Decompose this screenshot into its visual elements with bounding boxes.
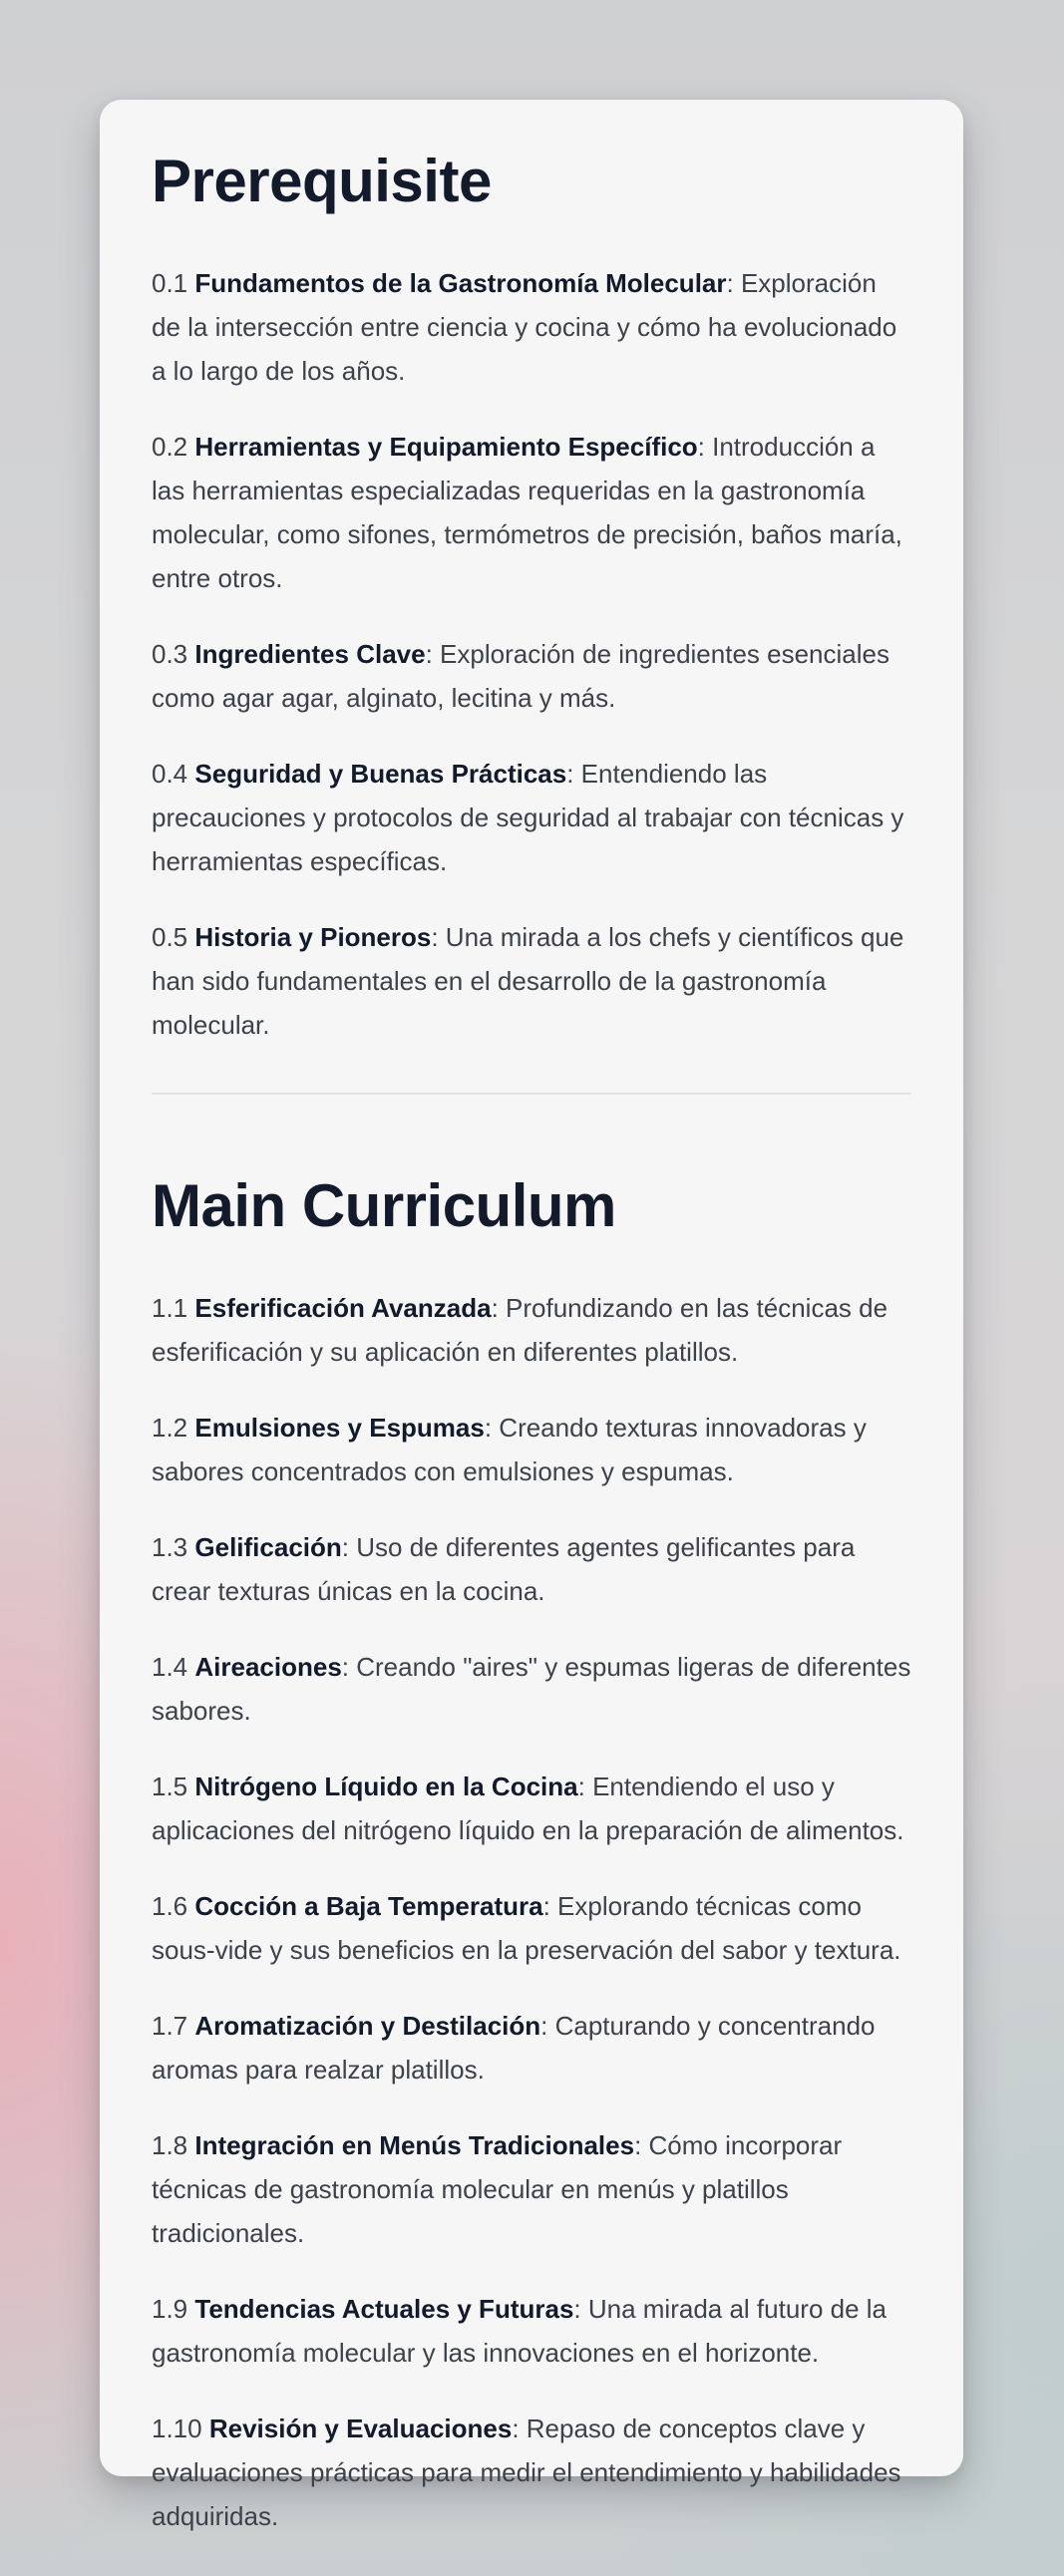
list-item xyxy=(152,1406,911,1493)
item-name: Aromatización y Destilación xyxy=(194,2011,541,2041)
item-name: Historia y Pioneros xyxy=(194,922,432,952)
item-description: : Cómo incorporar técnicas de gastronomía molecular en menús y platillos tradicionales. xyxy=(152,2130,843,2248)
item-name: Emulsiones y Espumas xyxy=(194,1413,485,1443)
prerequisite-list xyxy=(152,261,911,1047)
list-item xyxy=(152,1286,911,1374)
section-title-main-curriculum: Main Curriculum xyxy=(152,1172,616,1239)
item-description: : Entendiendo las precauciones y protocolos de seguridad al trabajar con técnicas y herramientas específicas. xyxy=(152,759,904,876)
list-item xyxy=(152,2123,911,2255)
item-number: 0.4 xyxy=(152,759,188,789)
item-number: 1.10 xyxy=(152,2414,202,2443)
list-item xyxy=(152,261,911,393)
item-description: : Una mirada a los chefs y científicos que han sido fundamentales en el desarrollo de la gastronomía molecular. xyxy=(152,922,904,1040)
item-description: : Profundizando en las técnicas de esferificación y su aplicación en diferentes platillos. xyxy=(152,1293,888,1367)
item-description: : Explorando técnicas como sous-vide y sus beneficios en la preservación del sabor y textura. xyxy=(152,1891,901,1965)
item-number: 0.3 xyxy=(152,639,188,669)
item-name: Herramientas y Equipamiento Específico xyxy=(194,432,698,462)
item-name: Tendencias Actuales y Futuras xyxy=(194,2294,574,2324)
item-description: : Entendiendo el uso y aplicaciones del nitrógeno líquido en la preparación de alimentos. xyxy=(152,1771,904,1845)
section-title-prerequisite: Prerequisite xyxy=(152,148,492,214)
item-description: : Uso de diferentes agentes gelificantes para crear texturas únicas en la cocina. xyxy=(152,1532,856,1606)
item-description: : Introducción a las herramientas especializadas requeridas en la gastronomía molecular, como sifones, termómetros de precisión, baños maría, entre otros. xyxy=(152,432,902,593)
item-number: 1.8 xyxy=(152,2130,188,2160)
item-number: 1.3 xyxy=(152,1532,188,1562)
item-name: Gelificación xyxy=(194,1532,342,1562)
item-name: Seguridad y Buenas Prácticas xyxy=(194,759,567,789)
item-number: 0.2 xyxy=(152,432,188,462)
item-number: 1.5 xyxy=(152,1771,188,1801)
curriculum-card xyxy=(100,100,963,2531)
list-item xyxy=(152,1645,911,1733)
list-item xyxy=(152,2004,911,2092)
item-description: : Creando texturas innovadoras y sabores concentrados con emulsiones y espumas. xyxy=(152,1413,867,1486)
section-divider xyxy=(152,1093,911,1095)
list-item xyxy=(152,915,911,1047)
list-item xyxy=(152,752,911,883)
item-description: : Creando "aires" y espumas ligeras de diferentes sabores. xyxy=(152,1652,911,1726)
item-number: 1.2 xyxy=(152,1413,188,1443)
item-description: : Repaso de conceptos clave y evaluaciones prácticas para medir el entendimiento y habilidades adquiridas. xyxy=(152,2414,901,2531)
item-name: Revisión y Evaluaciones xyxy=(208,2414,513,2443)
item-name: Integración en Menús Tradicionales xyxy=(194,2130,635,2160)
item-number: 0.1 xyxy=(152,268,188,298)
item-name: Nitrógeno Líquido en la Cocina xyxy=(194,1771,578,1801)
item-name: Cocción a Baja Temperatura xyxy=(194,1891,543,1921)
item-description: : Una mirada al futuro de la gastronomía molecular y las innovaciones en el horizonte. xyxy=(152,2294,887,2368)
list-item xyxy=(152,1884,911,1972)
item-number: 1.6 xyxy=(152,1891,188,1921)
list-item xyxy=(152,1765,911,1852)
item-number: 1.7 xyxy=(152,2011,188,2041)
item-name: Fundamentos de la Gastronomía Molecular xyxy=(194,268,727,298)
item-number: 1.1 xyxy=(152,1293,188,1323)
item-description: : Exploración de la intersección entre ciencia y cocina y cómo ha evolucionado a lo largo de los años. xyxy=(152,268,897,386)
list-item xyxy=(152,2407,911,2538)
item-name: Esferificación Avanzada xyxy=(194,1293,492,1323)
item-number: 0.5 xyxy=(152,922,188,952)
item-number: 1.9 xyxy=(152,2294,188,2324)
item-description: : Capturando y concentrando aromas para realzar platillos. xyxy=(152,2011,876,2085)
item-description: : Exploración de ingredientes esenciales como agar agar, alginato, lecitina y más. xyxy=(152,639,889,713)
item-name: Aireaciones xyxy=(194,1652,342,1682)
main-curriculum-list xyxy=(152,1286,911,2538)
item-number: 1.4 xyxy=(152,1652,188,1682)
list-item xyxy=(152,1525,911,1613)
list-item xyxy=(152,425,911,600)
list-item xyxy=(152,632,911,720)
list-item xyxy=(152,2287,911,2375)
item-name: Ingredientes Clave xyxy=(194,639,426,669)
